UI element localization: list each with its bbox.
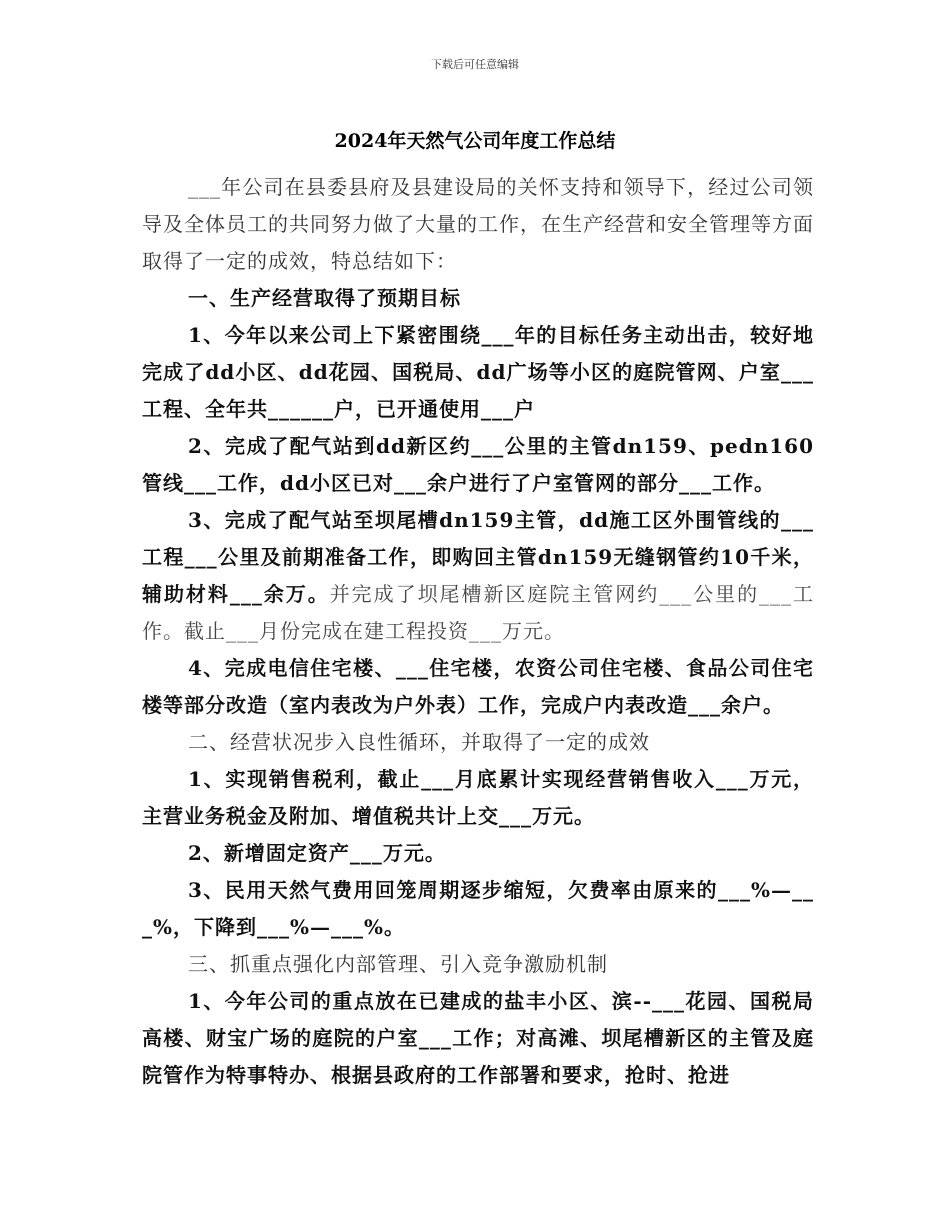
paragraph-2-3: 3、民用天然气费用回笼周期逐步缩短，欠费率由原来的___%—___%，下降到___%—___%。	[142, 878, 814, 939]
paragraph-intro: ___年公司在县委县府及县建设局的关怀支持和领导下，经过公司领导及全体员工的共同努力做了大量的工作，在生产经营和安全管理等方面取得了一定的成效，特总结如下：	[142, 175, 814, 273]
section-heading-3: 三、抓重点强化内部管理、引入竞争激励机制	[188, 952, 608, 976]
section-heading-2: 二、经营状况步入良性循环，并取得了一定的成效	[188, 730, 650, 754]
section-heading-1: 一、生产经营取得了预期目标	[188, 286, 461, 310]
paragraph-3-1: 1、今年公司的重点放在已建成的盐丰小区、滨--___花园、国税局高楼、财宝广场的庭院的户室___工作；对高滩、坝尾槽新区的主管及庭院管作为特事特办、根据县政府的工作部署和要求，抢时、抢进	[142, 989, 814, 1087]
header-note: 下载后可任意编辑	[431, 58, 519, 71]
document-title: 2024年天然气公司年度工作总结	[334, 130, 616, 152]
paragraph-1-1: 1、今年以来公司上下紧密围绕___年的目标任务主动出击，较好地完成了dd小区、dd花园、国税局、dd广场等小区的庭院管网、户室___工程、全年共______户，已开通使用___户	[142, 323, 814, 421]
paragraph-1-4: 4、完成电信住宅楼、___住宅楼，农资公司住宅楼、食品公司住宅楼等部分改造（室内表改为户外表）工作，完成户内表改造___余户。	[142, 656, 814, 717]
paragraph-1-3-bold: 3、完成了配气站至坝尾槽dn159主管，dd施工区外围管线的___工程___公里及前期准备工作，即购回主管dn159无缝钢管约10千米，辅助材料___余万。	[142, 508, 814, 606]
paragraph-1-2: 2、完成了配气站到dd新区约___公里的主管dn159、pedn160管线___工作，dd小区已对___余户进行了户室管网的部分___工作。	[142, 434, 814, 495]
paragraph-1-3-light: 并完成了坝尾槽新区庭院主管网约___公里的___工作。截止___月份完成在建工程投资___万元。	[142, 582, 815, 643]
paragraph-1-3	[142, 502, 814, 650]
document-body	[142, 169, 814, 1094]
paragraph-2-1: 1、实现销售税利，截止___月底累计实现经营销售收入___万元，主营业务税金及附加、增值税共计上交___万元。	[142, 767, 814, 828]
paragraph-2-2: 2、新增固定资产___万元。	[188, 841, 446, 865]
